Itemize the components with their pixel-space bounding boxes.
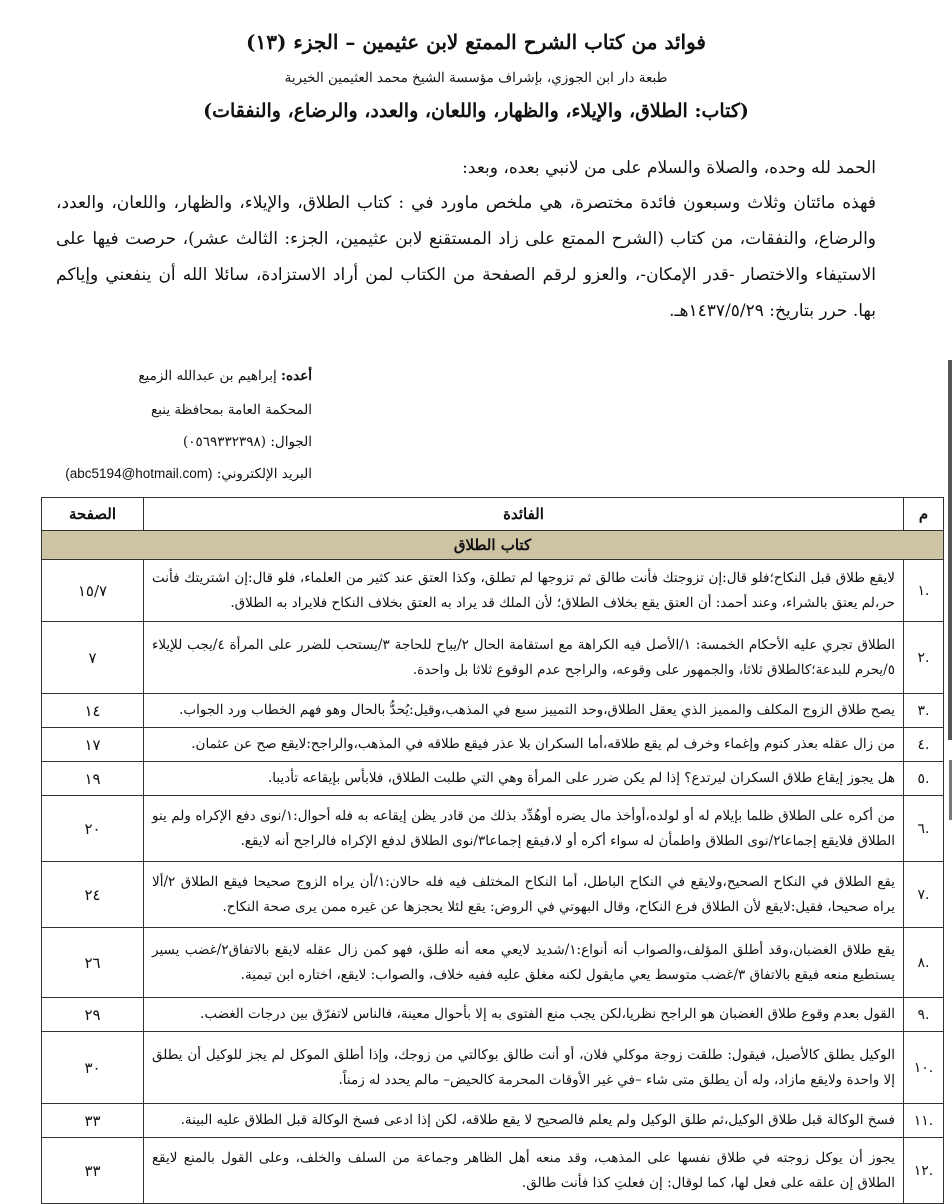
table-row: [42, 928, 944, 998]
row-page: ٢٠: [42, 796, 144, 862]
row-number: .١٠: [904, 1032, 944, 1104]
email-address: (abc5194@hotmail.com): [65, 466, 213, 481]
row-benefit: الطلاق تجري عليه الأحكام الخمسة: ١/الأصل فيه الكراهة مع استقامة الحال ٢/يباح للحاجة ٣/يستحب للضرر على المرأة ٤/يجب للإيلاء ٥/يحرم للبدعة؛كالطلاق ثلاثا، والجمهور على وقوعه، والراجح عدم الوقوع ثلاثا بل واحدة.: [144, 622, 904, 694]
row-page: ٢٦: [42, 928, 144, 998]
header-page: الصفحة: [42, 498, 144, 531]
section-row: [42, 531, 944, 560]
row-benefit: من أكره على الطلاق ظلما بإيلام له أو لولده،أوأخذ مال يضره أوهُدِّد بذلك من قادر يظن إيقاعه به فله أحوال:١/نوى دفع الإكراه ولم ينو الطلاق فلايقع إجماعا٢/نوى الطلاق واطمأن له سواء أكره أو لا،فيقع إجماعا٣/نوى الطلاق لدفع الإكراه فالراجح أنه لايقع.: [144, 796, 904, 862]
row-number: .١١: [904, 1104, 944, 1138]
row-page: ١٧: [42, 728, 144, 762]
row-number: .٣: [904, 694, 944, 728]
row-page: ١٤: [42, 694, 144, 728]
chapters-subtitle: (كتاب: الطلاق، والإيلاء، والظهار، واللعان، والعدد، والرضاع، والنفقات): [203, 100, 749, 122]
table-row: [42, 1032, 944, 1104]
table-row: [42, 796, 944, 862]
row-benefit: يصح طلاق الزوج المكلف والمميز الذي يعقل الطلاق،وحد التمييز سبع في المذهب،وقيل:يُحدُّ بالحال وهو فهم الخطاب ورد الجواب.: [144, 694, 904, 728]
row-page: ٣٠: [42, 1032, 144, 1104]
row-page: ٢٤: [42, 862, 144, 928]
row-benefit: يقع طلاق الغضبان،وقد أطلق المؤلف،والصواب أنه أنواع:١/شديد لايعي معه أنه طلق، فهو كمن زال عقله لايقع بالاتفاق٢/غضب يسير يستطيع منعه فيقع بالاتفاق ٣/غضب متوسط يعي مايقول لكنه مغلق عليه ففيه خلاف، والصواب: لايقع، اختاره ابن تيمية.: [144, 928, 904, 998]
header-benefit: الفائدة: [144, 498, 904, 531]
table-row: [42, 728, 944, 762]
row-benefit: لايقع طلاق قبل النكاح؛فلو قال:إن تزوجتك فأنت طالق ثم تزوجها لم تطلق، وكذا العتق عند كثير من العلماء، فلو قال:إن اشتريتك فأنت حر،لم يعتق بالشراء، وعند أحمد: أن العتق يقع بخلاف الطلاق؛ لأن الملك قد يراد به العتق بخلاف النكاح فلايراد به الطلاق.: [144, 560, 904, 622]
row-benefit: يقع الطلاق في النكاح الصحيح،ولايقع في النكاح الباطل، أما النكاح المختلف فيه فله حالان:١/أن يراه الزوج صحيحا فيقع الطلاق ٢/ألا يراه صحيحا، فقيل:لايقع لأن الطلاق فرع النكاح، وقال البهوتي في الروض: يقع لئلا يحجزها عن غيره ممن يرى صحة النكاح.: [144, 862, 904, 928]
table-row: [42, 998, 944, 1032]
row-number: .١: [904, 560, 944, 622]
author-name: إبراهيم بن عبدالله الزميع: [138, 368, 277, 384]
page-title: فوائد من كتاب الشرح الممتع لابن عثيمين – الجزء (١٣): [246, 30, 706, 54]
row-benefit: من زال عقله بعذر كنوم وإغماء وخرف لم يقع طلاقه،أما السكران بلا عذر فيقع طلاقه في المذهب،والراجح:لايقع صح عن عثمان.: [144, 728, 904, 762]
row-benefit: يجوز أن يوكل زوجته في طلاق نفسها على المذهب، وقد منعه أهل الظاهر وجماعة من السلف والخلف، وعلى القول بالمنع لايقع الطلاق إن علقه على فعل لها، كما لوقال: إن فعلتِ كذا فأنت طالق.: [144, 1138, 904, 1204]
table-row: [42, 862, 944, 928]
author-phone: الجوال: (٠٥٦٩٣٣٢٣٩٨): [182, 434, 312, 450]
row-page: ٢٩: [42, 998, 144, 1032]
section-title: كتاب الطلاق: [42, 531, 944, 560]
author-line: [138, 368, 312, 384]
row-number: .١٢: [904, 1138, 944, 1204]
table-row: [42, 560, 944, 622]
row-number: .٩: [904, 998, 944, 1032]
row-number: .٥: [904, 762, 944, 796]
row-benefit: الوكيل يطلق كالأصيل، فيقول: طلقت زوجة موكلي فلان، أو أنت طالق بوكالتي من زوجك، وإذا أطلق الموكل لم يجز للوكيل أن يطلق إلا واحدة ولايقع مازاد، وله أن يطلق متى شاء –في غير الأوقات المحرمة كالحيض– مالم يحدد له زمناً.: [144, 1032, 904, 1104]
row-number: .٢: [904, 622, 944, 694]
scrollbar-edge: [948, 360, 952, 740]
author-court: المحكمة العامة بمحافظة ينبع: [151, 402, 312, 418]
row-page: ٧: [42, 622, 144, 694]
row-number: .٨: [904, 928, 944, 998]
row-page: ٣٣: [42, 1104, 144, 1138]
table-row: [42, 1104, 944, 1138]
author-label: أعده:: [281, 368, 312, 384]
benefits-table: [41, 497, 944, 1204]
row-benefit: هل يجوز إيقاع طلاق السكران ليرتدع؟ إذا لم يكن ضرر على المرأة وهي التي طلبت الطلاق، فلابأس بإيقاعه تأديبا.: [144, 762, 904, 796]
email-label: البريد الإلكتروني:: [216, 466, 312, 482]
table-header-row: [42, 498, 944, 531]
author-email-line: [65, 466, 312, 482]
row-page: ١٥/٧: [42, 560, 144, 622]
row-benefit: القول بعدم وقوع طلاق الغضبان هو الراجح نظريا،لكن يجب منع الفتوى به إلا بأحوال معينة، فالناس لاتفرّق بين درجات الغضب.: [144, 998, 904, 1032]
row-number: .٦: [904, 796, 944, 862]
row-number: .٧: [904, 862, 944, 928]
table-row: [42, 1138, 944, 1204]
row-page: ٣٣: [42, 1138, 144, 1204]
row-page: ١٩: [42, 762, 144, 796]
intro-greeting: الحمد لله وحده، والصلاة والسلام على من لانبي بعده، وبعد:: [462, 158, 876, 178]
table-row: [42, 694, 944, 728]
intro-body: فهذه مائتان وثلاث وسبعون فائدة مختصرة، هي ملخص ماورد في : كتاب الطلاق، والإيلاء، والظهار، واللعان، والعدد، والرضاع، والنفقات، من كتاب (الشرح الممتع على زاد المستقنع لابن عثيمين، الجزء: الثالث عشر)، حرصت فيها على الاستيفاء والاختصار -قدر الإمكان-، والعزو لرقم الصفحة من الكتاب لمن أراد الاستزادة، سائلا الله أن ينفعني وإياكم بها. حرر بتاريخ: ١٤٣٧/٥/٢٩هـ.: [56, 193, 876, 321]
header-num: م: [904, 498, 944, 531]
row-number: .٤: [904, 728, 944, 762]
row-benefit: فسخ الوكالة قبل طلاق الوكيل،ثم طلق الوكيل ولم يعلم فالصحيح لا يقع طلاقه، لكن إذا ادعى فسخ الوكالة قبل الطلاق عليه البينة.: [144, 1104, 904, 1138]
table-row: [42, 762, 944, 796]
table-row: [42, 622, 944, 694]
edition-note: طبعة دار ابن الجوزي، بإشراف مؤسسة الشيخ محمد العثيمين الخيرية: [284, 70, 668, 86]
